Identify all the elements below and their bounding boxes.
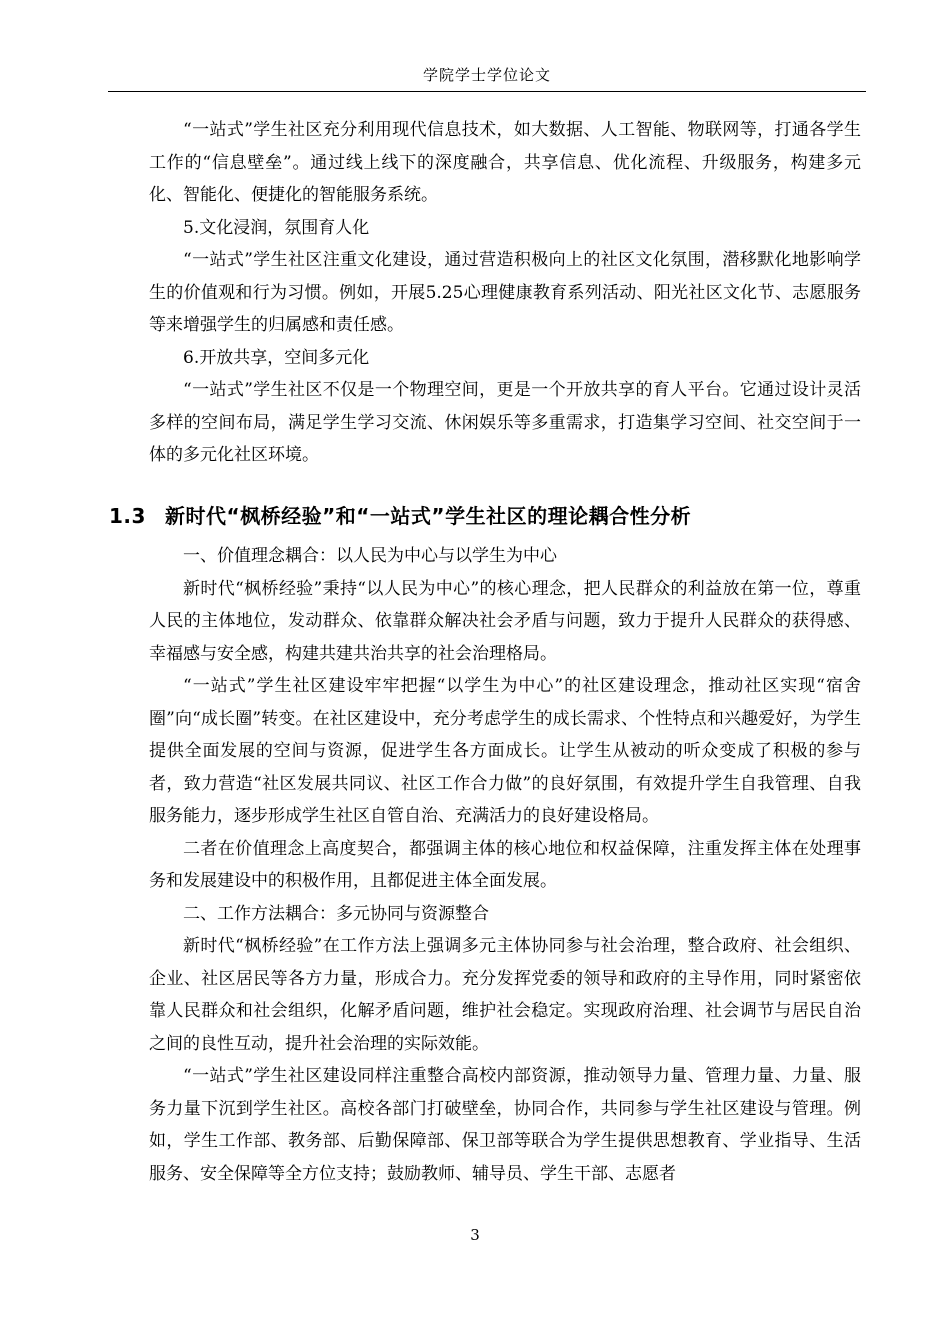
paragraph: “一站式”学生社区建设牢牢把握“以学生为中心”的社区建设理念，推动社区实现“宿舍圈”向“成长圈”转变。在社区建设中，充分考虑学生的成长需求、个性特点和兴趣爱好，为学生提供全面发展的空间与资源，促进学生各方面成长。让学生从被动的听众变成了积极的参与者，致力营造“社区发展共同议、社区工作合力做”的良好氛围，有效提升学生自我管理、自我服务能力，逐步形成学生社区自管自治、充满活力的良好建设格局。	[149, 676, 861, 826]
subheading: 一、价值理念耦合：以人民为中心与以学生为中心	[183, 546, 557, 566]
document-body	[109, 114, 861, 1190]
section-title: 新时代“枫桥经验”和“一站式”学生社区的理论耦合性分析	[165, 503, 692, 528]
paragraph: “一站式”学生社区建设同样注重整合高校内部资源，推动领导力量、管理力量、力量、服务力量下沉到学生社区。高校各部门打破壁垒，协同合作，共同参与学生社区建设与管理。例如，学生工作部、教务部、后勤保障部、保卫部等联合为学生提供思想教育、学业指导、生活服务、安全保障等全方位支持；鼓励教师、辅导员、学生干部、志愿者	[149, 1066, 861, 1184]
paragraph: “一站式”学生社区充分利用现代信息技术，如大数据、人工智能、物联网等，打通各学生工作的“信息壁垒”。通过线上线下的深度融合，共享信息、优化流程、升级服务，构建多元化、智能化、便捷化的智能服务系统。	[149, 120, 861, 205]
paragraph: 二者在价值理念上高度契合，都强调主体的核心地位和权益保障，注重发挥主体在处理事务和发展建设中的积极作用，且都促进主体全面发展。	[149, 838, 861, 891]
paragraph: 新时代“枫桥经验”秉持“以人民为中心”的核心理念，把人民群众的利益放在第一位，尊重人民的主体地位，发动群众、依靠群众解决社会矛盾与问题，致力于提升人民群众的获得感、幸福感与安全感，构建共建共治共享的社会治理格局。	[149, 578, 861, 664]
section-number: 1.3	[109, 503, 146, 528]
subheading: 5.文化浸润，氛围育人化	[183, 217, 370, 238]
subheading: 二、工作方法耦合：多元协同与资源整合	[183, 903, 489, 924]
subheading: 6.开放共享，空间多元化	[183, 347, 370, 368]
paragraph: “一站式”学生社区不仅是一个物理空间，更是一个开放共享的育人平台。它通过设计灵活多样的空间布局，满足学生学习交流、休闲娱乐等多重需求，打造集学习空间、社交空间于一体的多元化社区环境。	[149, 380, 861, 465]
paragraph: 新时代“枫桥经验”在工作方法上强调多元主体协同参与社会治理，整合政府、社会组织、企业、社区居民等各方力量，形成合力。充分发挥党委的领导和政府的主导作用，同时紧密依靠人民群众和社会组织，化解矛盾问题，维护社会稳定。实现政府治理、社会调节与居民自治之间的良性互动，提升社会治理的实际效能。	[149, 936, 861, 1054]
paragraph: “一站式”学生社区注重文化建设，通过营造积极向上的社区文化氛围，潜移默化地影响学生的价值观和行为习惯。例如，开展5.25心理健康教育系列活动、阳光社区文化节、志愿服务等来增强学生的归属感和责任感。	[149, 250, 861, 335]
running-header: 学院学士学位论文	[108, 64, 866, 92]
section-heading	[109, 500, 861, 533]
page-number: 3	[470, 1226, 480, 1244]
